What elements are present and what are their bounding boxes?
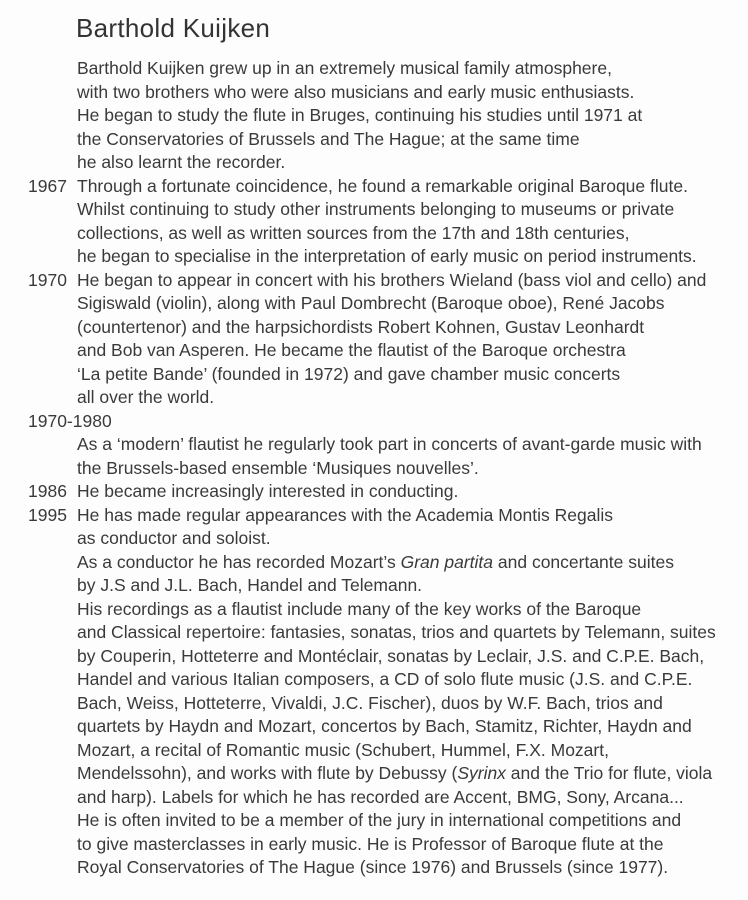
text-line: and Classical repertoire: fantasies, sonatas, trios and quartets by Telemann, suites xyxy=(77,622,716,642)
text-line: with two brothers who were also musicians and early music enthusiasts. xyxy=(77,81,635,102)
entry-body xyxy=(77,504,748,880)
text-line: he began to specialise in the interpretation of early music on period instruments. xyxy=(77,246,697,266)
year-label: 1970-1980 xyxy=(28,410,112,431)
page-title: Barthold Kuijken xyxy=(76,13,271,43)
timeline-entry xyxy=(0,175,748,269)
text-line: Bach, Weiss, Hotteterre, Vivaldi, J.C. Fischer), duos by W.F. Bach, trios and xyxy=(77,692,663,713)
entry-body xyxy=(77,57,748,175)
text-line: as conductor and soloist. xyxy=(77,528,271,548)
entry-body xyxy=(77,175,748,269)
text-line: Through a fortunate coincidence, he found a remarkable original Baroque flute. xyxy=(77,175,688,196)
text-line: Handel and various Italian composers, a CD of solo flute music (J.S. and C.P.E. xyxy=(77,669,693,689)
text-line: Sigiswald (violin), along with Paul Dombrecht (Baroque oboe), René Jacobs xyxy=(77,293,665,313)
text-line: he also learnt the recorder. xyxy=(77,152,286,172)
text-line: He has made regular appearances with the Academia Montis Regalis xyxy=(77,504,613,525)
text-line: As a conductor he has recorded Mozart’s Gran partita and concertante suites xyxy=(77,551,674,572)
timeline-entry xyxy=(0,269,748,410)
text-line: He became increasingly interested in conducting. xyxy=(77,481,459,501)
text-line: ‘La petite Bande’ (founded in 1972) and gave chamber music concerts xyxy=(77,363,621,384)
text-line: to give masterclasses in early music. He is Professor of Baroque flute at the xyxy=(77,833,664,854)
text-line: by J.S and J.L. Bach, Handel and Telemann. xyxy=(77,575,423,595)
text-line: His recordings as a flautist include many of the key works of the Baroque xyxy=(77,598,642,619)
text-line: the Brussels-based ensemble ‘Musiques nouvelles’. xyxy=(77,457,479,478)
text-line: He is often invited to be a member of the jury in international competitions and xyxy=(77,810,682,830)
text-line: all over the world. xyxy=(77,387,215,407)
text-line: Royal Conservatories of The Hague (since 1976) and Brussels (since 1977). xyxy=(77,857,669,877)
text-line: He began to study the flute in Bruges, continuing his studies until 1971 at xyxy=(77,105,643,125)
text-line: quartets by Haydn and Mozart, concertos by Bach, Stamitz, Richter, Haydn and xyxy=(77,716,692,736)
text-line: He began to appear in concert with his brothers Wieland (bass viol and cello) and xyxy=(77,269,707,290)
biography-entries xyxy=(0,57,748,880)
text-line: Whilst continuing to study other instruments belonging to museums or private xyxy=(77,199,675,219)
entry-body xyxy=(77,269,748,410)
timeline-entry xyxy=(0,57,748,175)
text-line: (countertenor) and the harpsichordists Robert Kohnen, Gustav Leonhardt xyxy=(77,316,645,337)
text-line: Barthold Kuijken grew up in an extremely musical family atmosphere, xyxy=(77,58,612,78)
year-label: 1995 xyxy=(28,504,67,525)
year-label: 1986 xyxy=(28,481,67,501)
text-line: As a ‘modern’ flautist he regularly took part in concerts of avant-garde music with xyxy=(77,434,702,454)
text-line: collections, as well as written sources from the 17th and 18th centuries, xyxy=(77,222,630,243)
text-line: Mendelssohn), and works with flute by Debussy (Syrinx and the Trio for flute, viola xyxy=(77,763,713,783)
year-label: 1970 xyxy=(28,269,67,290)
entry-body xyxy=(77,433,748,480)
timeline-entry xyxy=(0,410,748,481)
year-label: 1967 xyxy=(28,175,67,196)
timeline-entry xyxy=(0,504,748,880)
text-line: and harp). Labels for which he has recorded are Accent, BMG, Sony, Arcana... xyxy=(77,786,684,807)
text-line: Mozart, a recital of Romantic music (Schubert, Hummel, F.X. Mozart, xyxy=(77,739,609,760)
text-line: the Conservatories of Brussels and The Hague; at the same time xyxy=(77,128,580,149)
timeline-entry xyxy=(0,480,748,504)
text-line: and Bob van Asperen. He became the flautist of the Baroque orchestra xyxy=(77,340,626,360)
text-line: by Couperin, Hotteterre and Montéclair, sonatas by Leclair, J.S. and C.P.E. Bach, xyxy=(77,645,705,666)
entry-body xyxy=(77,480,748,504)
